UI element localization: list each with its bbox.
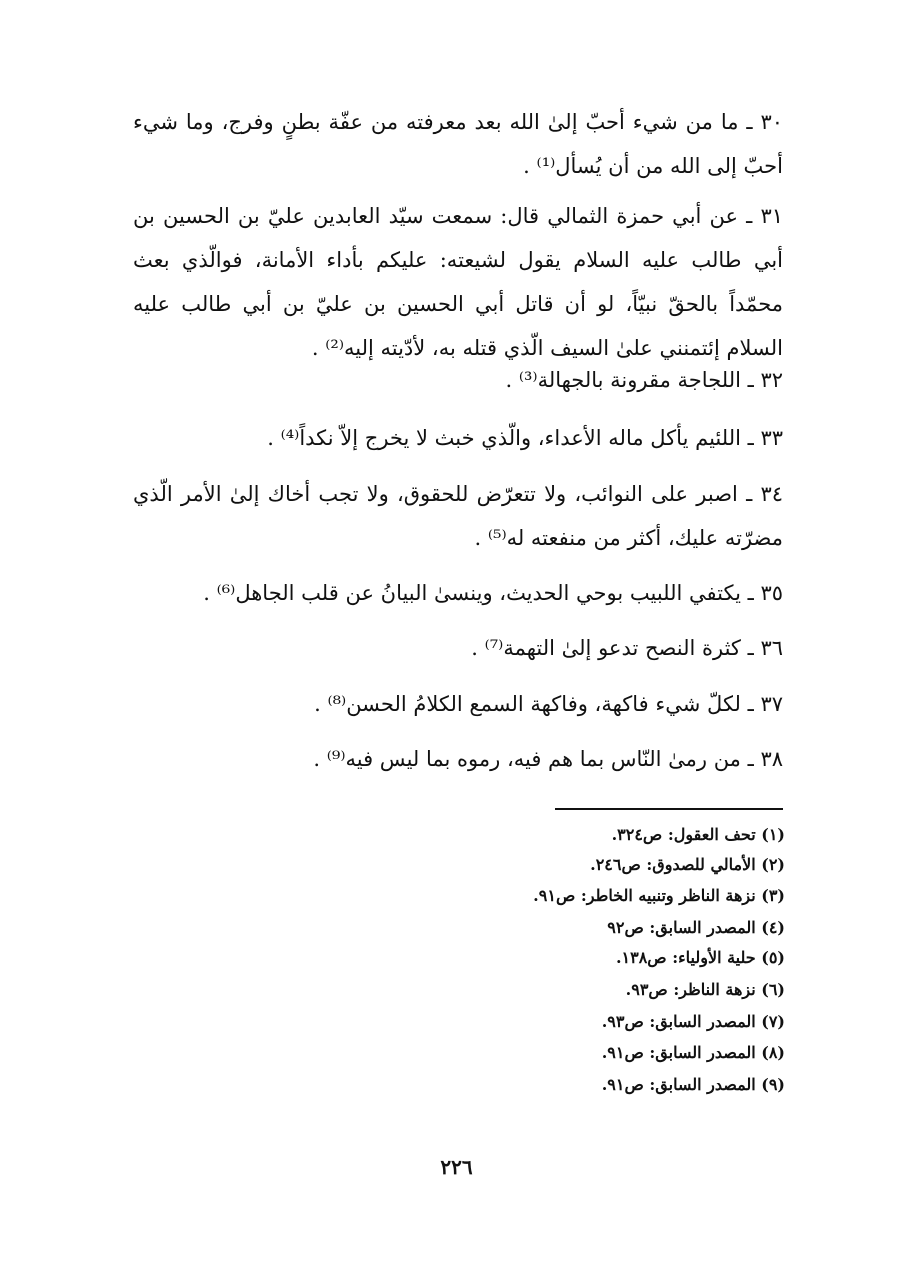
- footnote-8: (٨) المصدر السابق: ص٩١.: [601, 1043, 785, 1062]
- footnote-separator: [555, 808, 783, 810]
- footnote-2: (٢) الأمالي للصدوق: ص٢٤٦.: [590, 855, 785, 874]
- saying-30: ٣٠ ـ ما من شيء أحبّ إلىٰ الله بعد معرفته من عفّة بطنٍ وفرج، وما شيء أحبّ إلى الله من أن يُسأل⁽¹⁾ .: [133, 110, 783, 178]
- footnote-5: (٥) حلية الأولياء: ص١٣٨.: [615, 948, 785, 967]
- saying-35: ٣٥ ـ يكتفي اللبيب بوحي الحديث، وينسىٰ البيانُ عن قلب الجاهل⁽⁶⁾ .: [203, 581, 783, 605]
- saying-31: ٣١ ـ عن أبي حمزة الثمالي قال: سمعت سيّد العابدين عليّ بن الحسين بن أبي طالب عليه السلام يقول لشيعته: عليكم بأداء الأمانة، فوالّذي بعث محمّداً بالحقّ نبيّاً، لو أن قاتل أبي الحسين بن عليّ بن أبي طالب عليه السلام إئتمنني علىٰ السيف الّذي قتله به، لأدّيته إليه⁽²⁾ .: [133, 204, 783, 360]
- saying-34: ٣٤ ـ اصبر على النوائب، ولا تتعرّض للحقوق، ولا تجب أخاك إلىٰ الأمر الّذي مضرّته عليك، أكثر من منفعته له⁽⁵⁾ .: [133, 482, 783, 550]
- footnote-1: (١) تحف العقول: ص٣٢٤.: [611, 825, 785, 844]
- saying-33: ٣٣ ـ اللئيم يأكل ماله الأعداء، والّذي خبث لا يخرج إلاّ نكداً⁽⁴⁾ .: [267, 426, 783, 450]
- saying-32: ٣٢ ـ اللجاجة مقرونة بالجهالة⁽³⁾ .: [505, 368, 783, 392]
- footnote-4: (٤) المصدر السابق: ص٩٢: [607, 918, 785, 937]
- footnote-3: (٣) نزهة الناظر وتنبيه الخاطر: ص٩١.: [533, 886, 785, 905]
- footnote-7: (٧) المصدر السابق: ص٩٣.: [601, 1012, 785, 1031]
- page-number: ٢٢٦: [440, 1155, 473, 1179]
- saying-36: ٣٦ ـ كثرة النصح تدعو إلىٰ التهمة⁽⁷⁾ .: [471, 636, 783, 660]
- footnote-6: (٦) نزهة الناظر: ص٩٣.: [625, 980, 785, 999]
- saying-38: ٣٨ ـ من رمىٰ النّاس بما هم فيه، رموه بما ليس فيه⁽⁹⁾ .: [313, 747, 783, 771]
- saying-37: ٣٧ ـ لكلّ شيء فاكهة، وفاكهة السمع الكلامُ الحسن⁽⁸⁾ .: [314, 692, 783, 716]
- footnote-9: (٩) المصدر السابق: ص٩١.: [601, 1075, 785, 1094]
